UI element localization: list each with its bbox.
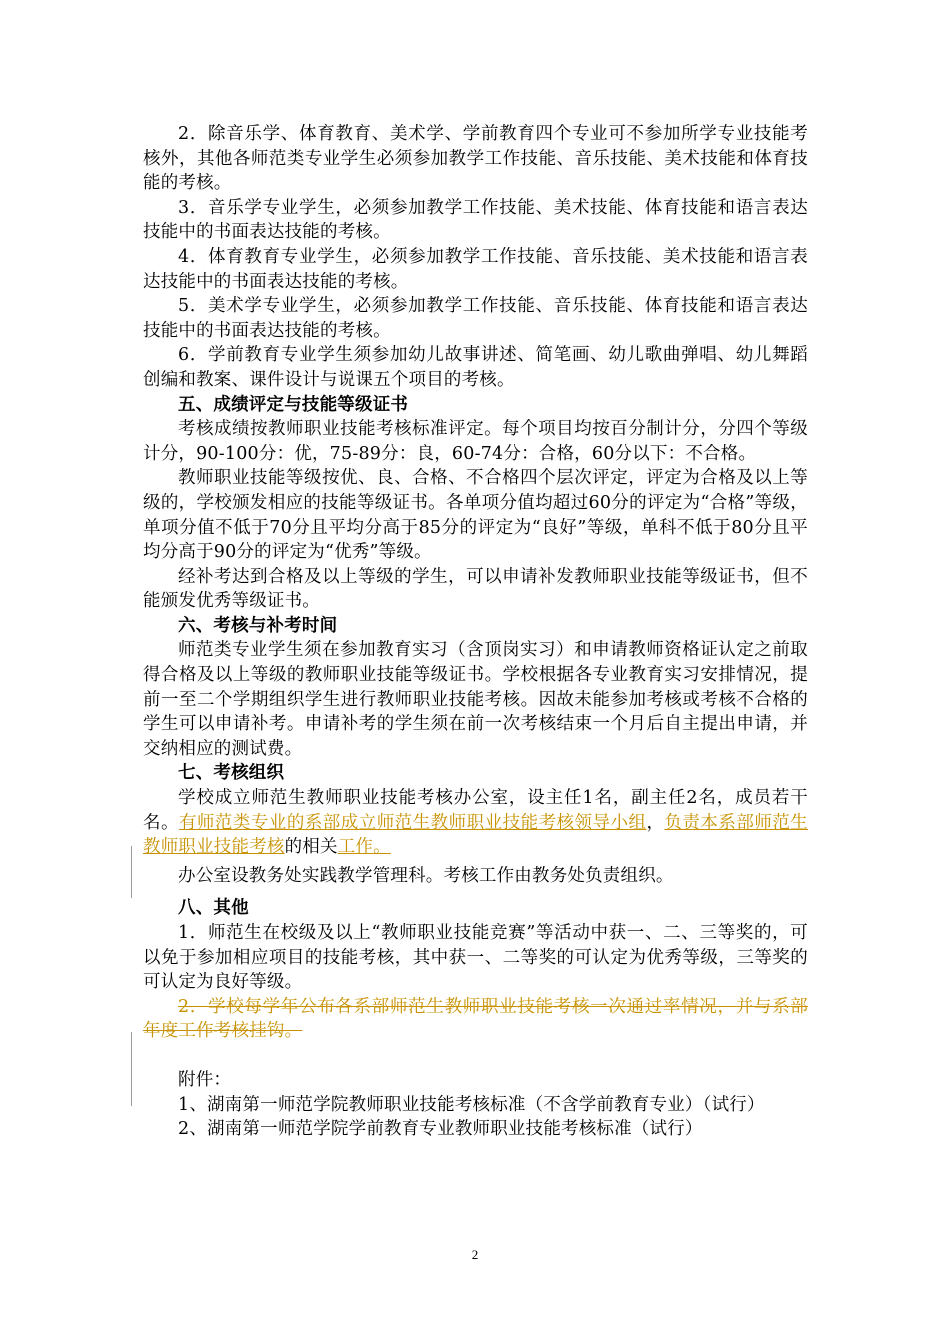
- page-number: 2: [471, 1247, 479, 1262]
- inserted-revision: 工作。: [337, 837, 391, 858]
- deleted-revision: 2．学校每学年公布各系部师范生教师职业技能考核一次通过率情况，并与系部年度工作考核挂钩。: [143, 996, 808, 1042]
- section-heading: 五、成绩评定与技能等级证书: [178, 394, 409, 415]
- spacer: [143, 1044, 808, 1068]
- section-heading: 六、考核与补考时间: [178, 615, 338, 636]
- paragraph: 办公室设教务处实践教学管理科。考核工作由教务处负责组织。: [178, 865, 674, 886]
- inserted-revision: 有师范类专业的系部成立师范生教师职业技能考核领导小组: [178, 812, 647, 833]
- attachments-label: 附件：: [178, 1069, 232, 1090]
- paragraph: 2．除音乐学、体育教育、美术学、学前教育四个专业可不参加所学专业技能考核外，其他各师范类专业学生必须参加教学工作技能、音乐技能、美术技能和体育技能的考核。: [143, 124, 808, 194]
- paragraph: [143, 786, 808, 860]
- section-heading: 七、考核组织: [178, 763, 285, 784]
- attachment-item: 1、湖南第一师范学院教师职业技能考核标准（不含学前教育专业）（试行）: [178, 1094, 765, 1115]
- paragraph: 经补考达到合格及以上等级的学生，可以申请补发教师职业技能等级证书，但不能颁发优秀等级证书。: [143, 566, 808, 612]
- paragraph: 3．音乐学专业学生，必须参加教学工作技能、美术技能、体育技能和语言表达技能中的书面表达技能的考核。: [143, 197, 808, 243]
- paragraph: 师范类专业学生须在参加教育实习（含顶岗实习）和申请教师资格证认定之前取得合格及以上等级的教师职业技能等级证书。学校根据各专业教育实习安排情况，提前一至二个学期组织学生进行教师职业技能考核。因故未能参加考核或考核不合格的学生可以申请补考。申请补考的学生须在前一次考核结束一个月后自主提出申请，并交纳相应的测试费。: [143, 640, 808, 759]
- paragraph: 考核成绩按教师职业技能考核标准评定。每个项目均按百分制计分，分四个等级计分，90-100分：优，75-89分：良，60-74分：合格，60分以下：不合格。: [143, 419, 808, 464]
- attachment-item: 2、湖南第一师范学院学前教育专业教师职业技能考核标准（试行）: [178, 1119, 703, 1140]
- paragraph: 教师职业技能等级按优、良、合格、不合格四个层次评定，评定为合格及以上等级的，学校颁发相应的技能等级证书。各单项分值均超过60分的评定为“合格”等级，单项分值不低于70分且平均分高于85分的评定为“良好”等级，单科不低于80分且平均分高于90分的评定为“优秀”等级。: [143, 468, 808, 563]
- revision-change-bar: [131, 846, 132, 898]
- paragraph: 6．学前教育专业学生须参加幼儿故事讲述、简笔画、幼儿歌曲弹唱、幼儿舞蹈创编和教案、课件设计与说课五个项目的考核。: [143, 345, 808, 390]
- paragraph: 1．师范生在校级及以上“教师职业技能竞赛”等活动中获一、二、三等奖的，可以免于参加相应项目的技能考核，其中获一、二等奖的可认定为优秀等级，三等奖的可认定为良好等级。: [143, 923, 808, 993]
- text-run: ，: [646, 812, 665, 833]
- document-body: [143, 122, 808, 1142]
- inserted-revision: 负责本系部师范生教师职业技能考核: [143, 812, 808, 858]
- paragraph: 4．体育教育专业学生，必须参加教学工作技能、音乐技能、美术技能和语言表达技能中的书面表达技能的考核。: [143, 246, 808, 292]
- paragraph: [143, 995, 808, 1044]
- paragraph: 5．美术学专业学生，必须参加教学工作技能、音乐技能、体育技能和语言表达技能中的书面表达技能的考核。: [143, 296, 808, 341]
- text-run: 的相关: [284, 837, 338, 858]
- section-heading: 八、其他: [178, 898, 249, 919]
- text-run: 学校成立师范生教师职业技能考核办公室，设主任1名，副主任2名，成员若干名。: [143, 788, 808, 833]
- revision-change-bar: [131, 1032, 132, 1106]
